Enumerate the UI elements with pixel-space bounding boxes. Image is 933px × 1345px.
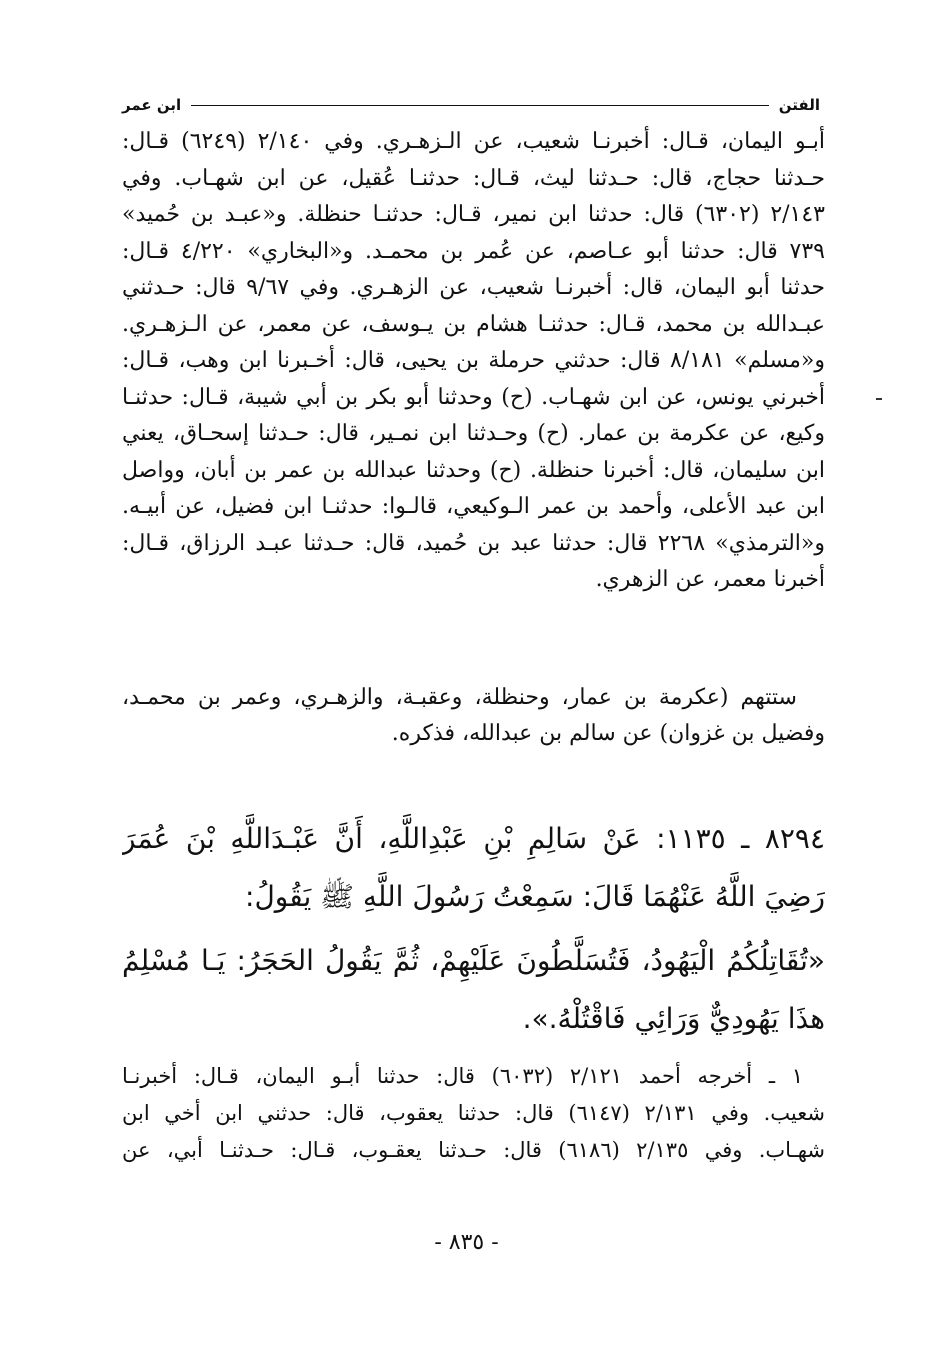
footnote-line: ١ ـ أخرجه أحمد ٢/١٢١ (٦٠٣٢) قال: حدثنا أبـو اليمان، قـال: أخبرنـا <box>122 1064 803 1088</box>
source-line: أبـو اليمان، قـال: أخبرنـا شعيب، عن الـزهـري. وفي ٢/١٤٠ (٦٢٤٩) قـال: <box>122 129 825 154</box>
summary-line: ستتهم (عكرمة بن عمار، وحنظلة، وعقبـة، والزهـري، وعمر بن محمـد، <box>122 685 797 710</box>
summary-paragraph <box>122 680 825 752</box>
source-line: و«الترمذي» ٢٢٦٨ قال: حدثنا عبد بن حُميد، قال: حـدثنا عبـد الرزاق، قـال: <box>122 530 825 556</box>
hadith-line: رَضِيَ اللَّهُ عَنْهُمَا قَالَ: سَمِعْتُ رَسُولَ اللَّهِ ﷺ يَقُولُ: <box>245 880 825 913</box>
running-header <box>122 92 820 118</box>
source-line: ٢/١٤٣ (٦٣٠٢) قال: حدثنا ابن نمير، قـال: حدثنـا حنظلة. و«عبـد بن حُميد» <box>122 202 825 227</box>
hadith-line: ٨٢٩٤ ـ ١١٣٥: عَنْ سَالِمِ بْنِ عَبْدِاللَّهِ، أَنَّ عَبْـدَاللَّهِ بْنَ عُمَرَ <box>122 822 825 855</box>
source-line: حدثنا أبو اليمان، قال: أخبرنـا شعيب، عن الزهـري. وفي ٩/٦٧ قال: حـدثني <box>122 275 825 300</box>
sources-paragraph <box>122 124 825 599</box>
source-line: حـدثنا حجاج، قال: حـدثنا ليث، قـال: حدثنـا عُقيل، عن ابن شهـاب. وفي <box>122 165 825 191</box>
source-line: وكيع، عن عكرمة بن عمار. (ح) وحـدثنا ابن نمـير، قال: حـدثنا إسحـاق، يعني <box>122 421 825 446</box>
summary-line: وفضيل بن غزوان) عن سالم بن عبدالله، فذكره. <box>391 721 825 746</box>
source-line: عبـدالله بن محمد، قـال: حدثنـا هشام بن يـوسف، عن معمر، عن الـزهـري. <box>122 311 825 337</box>
hadith-isnad <box>122 810 825 926</box>
footnote <box>122 1058 825 1169</box>
source-line: ٧٣٩ قال: حدثنا أبو عـاصم، عن عُمر بن محمـد. و«البخاري» ٤/٢٢٠ قـال: <box>122 238 825 264</box>
page-number: - ٨٣٥ - <box>434 1230 499 1255</box>
footnote-line: شعيب. وفي ٢/١٣١ (٦١٤٧) قال: حدثنا يعقوب، قال: حدثني ابن أخي ابن <box>122 1101 825 1125</box>
matn-line: هذَا يَهُودِيٌّ وَرَائِي فَاقْتُلْهُ.». <box>522 1002 825 1035</box>
hadith-matn <box>122 932 825 1048</box>
header-rule <box>191 105 769 106</box>
source-line: أخبرنا معمر، عن الزهري. <box>595 567 825 592</box>
source-line: و«مسلم» ٨/١٨١ قال: حدثني حرملة بن يحيى، قال: أخـبرنا ابن وهب، قـال: <box>122 348 825 373</box>
header-companion-name: ابن عمر <box>122 96 182 114</box>
source-line: ابن سليمان، قال: أخبرنا حنظلة. (ح) وحدثنا عبدالله بن عمر بن أبان، وواصل <box>122 457 825 483</box>
matn-line: «تُقَاتِلُكُمُ الْيَهُودُ، فَتُسَلَّطُونَ عَلَيْهِمْ، ثُمَّ يَقُولُ الحَجَرُ: يَـا مُسْلِمُ <box>122 944 825 977</box>
footnote-line: شهـاب. وفي ٢/١٣٥ (٦١٨٦) قال: حـدثنا يعقـوب، قـال: حـدثنـا أبي، عن <box>122 1138 825 1162</box>
header-chapter-title: الفتن <box>778 96 820 114</box>
source-line: أخبرني يونس، عن ابن شهـاب. (ح) وحدثنا أبو بكر بن أبي شيبة، قـال: حدثنـا <box>122 384 825 410</box>
margin-mark <box>876 398 882 400</box>
source-line: ابن عبد الأعلى، وأحمد بن عمر الـوكيعي، قالـوا: حدثنـا ابن فضيل، عن أبيـه. <box>122 494 825 519</box>
